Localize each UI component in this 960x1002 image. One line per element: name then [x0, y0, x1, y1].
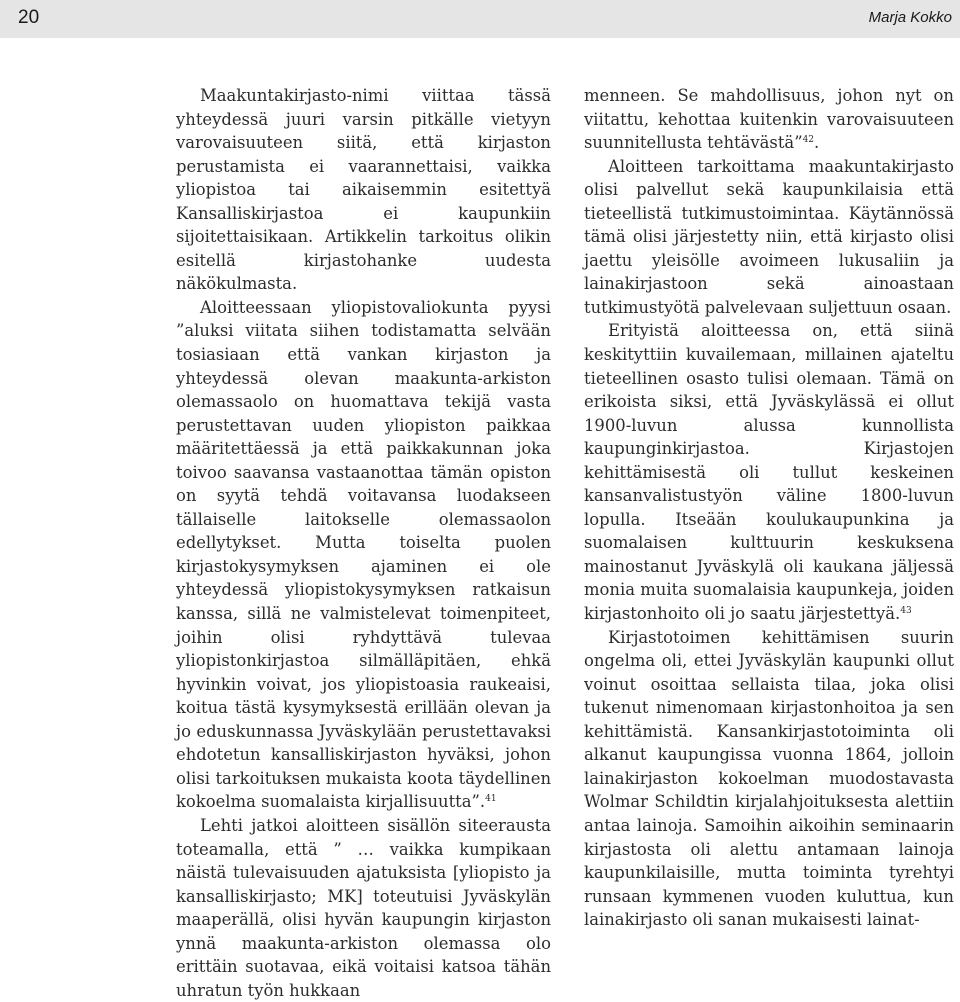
paragraph: Lehti jatkoi aloitteen sisällön siteerausta toteamalla, että ” … vaikka kumpikaan näistä tulevaisuuden ajatuksista [yliopisto ja kansalliskirjasto; MK] toteutuisi Jyväskylän maaperällä, olisi hyvän kaupungin kirjaston ynnä maakunta-arkiston olemassa olo erittäin suotavaa, eikä voitaisi katsoa tähän uhratun työn hukkaan	[176, 815, 551, 1000]
footnote-ref-43: 43	[900, 606, 912, 617]
footnote-ref-41: 41	[485, 794, 497, 805]
footnote-ref-42: 42	[802, 135, 815, 146]
running-author: Marja Kokko	[868, 9, 952, 26]
paragraph	[584, 319, 954, 625]
paragraph	[176, 296, 551, 814]
paragraph-text: Erityistä aloitteessa on, että siinä keskityttiin kuvailemaan, millainen ajateltu tieteellinen osasto tulisi olemaan. Tämä on erikoista siksi, että Jyväskylässä ei ollut 1900-luvun alussa kunnollista kaupunginkirjastoa. Kirjastojen kehittämisestä oli tullut keskeinen kansanvalistustyön väline 1800-luvun lopulla. Itseään koulukaupunkina ja suomalaisen kulttuurin keskuksena mainostanut Jyväskylä oli kaukana jäljessä monia muita suomalaisia kaupunkeja, joiden kirjastonhoito oli jo saatu järjestettyä.	[584, 321, 954, 624]
paragraph: Aloitteen tarkoittama maakuntakirjasto olisi palvellut sekä kaupunkilaisia että tieteellistä tutkimustoimintaa. Käytännössä tämä olisi järjestetty niin, että kirjasto olisi jaettu yleisölle avoimeen lukusaliin ja lainakirjastoon sekä ainoastaan tutkimustyötä palvelevaan suljettuun osaan.	[584, 156, 954, 317]
paragraph-text: menneen. Se mahdollisuus, johon nyt on viitattu, kehottaa kuitenkin varovaisuuteen suunnitellusta tehtävästä”	[584, 86, 954, 153]
paragraph	[584, 84, 954, 155]
page-number: 20	[18, 7, 40, 28]
left-column	[176, 84, 551, 1002]
paragraph-text: Aloitteessaan yliopistovaliokunta pyysi ”aluksi viitata siihen todistamatta selvään tosiasiaan että vankan kirjaston ja yhteydessä olevan maakunta-arkiston olemassaolo on huomattava tekijä vasta perustettavan uuden yliopiston paikkaa määritettäessä ja että paikkakunnan joka toivoo saavansa vastaanottaa tämän opiston on syytä tehdä voitavansa luodakseen tällaiselle laitokselle olemassaolon edellytykset. Mutta toiselta puolen kirjastokysymyksen ajaminen ei ole yhteydessä yliopistokysymyksen ratkaisun kanssa, sillä ne valmistelevat toimenpiteet, joihin olisi ryhdyttävä tulevaa yliopistonkirjastoa silmälläpitäen, ehkä hyvinkin voivat, jos yliopistoasia raukeaisi, koitua tästä kysymyksestä erillään olevan ja jo eduskunnassa Jyväskylään perustettavaksi ehdotetun kansalliskirjaston hyväksi, johon olisi tarkoituksen mukaista koota täydellinen kokoelma suomalaista kirjallisuutta”.	[176, 297, 551, 812]
paragraph: Maakuntakirjasto-nimi viittaa tässä yhteydessä juuri varsin pitkälle vietyyn varovaisuuteen siitä, että kirjaston perustamista ei vaarannettaisi, vaikka yliopistoa tai aikaisemmin esitettyä Kansalliskirjastoa ei kaupunkiin sijoitettaisikaan. Artikkelin tarkoitus olikin esitellä kirjastohanke uudesta näkökulmasta.	[176, 86, 551, 294]
running-header	[0, 0, 960, 38]
paragraph-end: .	[814, 133, 820, 153]
paragraph: Kirjastotoimen kehittämisen suurin ongelma oli, ettei Jyväskylän kaupunki ollut voinut osoittaa sellaista tilaa, joka olisi tukenut nimenomaan kirjastonhoitoa ja sen kehittämistä. Kansankirjastotoiminta oli alkanut kaupungissa vuonna 1864, jolloin lainakirjaston kokoelman muodostavasta Wolmar Schildtin kirjalahjoituksesta alettiin antaa lainoja. Samoihin aikoihin seminaarin kirjastosta oli alettu antamaan lainoja kaupunkilaisille, mutta toiminta tyrehtyi runsaan kymmenen vuoden kuluttua, kun lainakirjasto oli sanan mukaisesti lainat-	[584, 627, 954, 930]
right-column	[584, 84, 954, 932]
